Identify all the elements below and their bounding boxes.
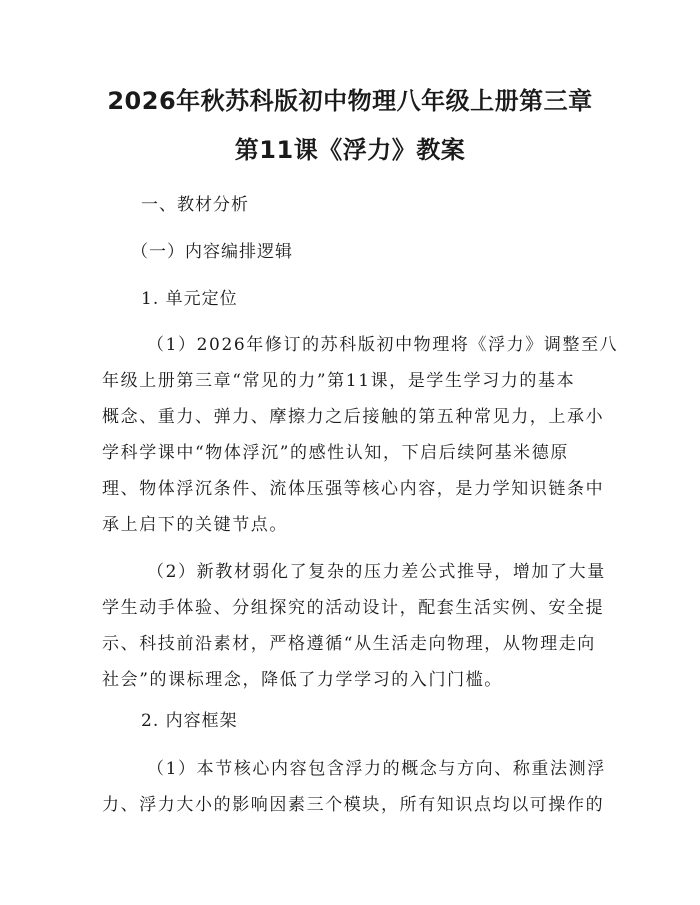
item-heading-unit-position: 1. 单元定位 — [141, 289, 238, 309]
item-heading-content-framework: 2. 内容框架 — [141, 711, 238, 731]
paragraph-line: 学科学课中“物体浮沉”的感性认知，下启后续阿基米德原 — [102, 443, 569, 463]
paragraph-line: 承上启下的关键节点。 — [102, 515, 288, 535]
paragraph-line: （1）本节核心内容包含浮力的概念与方向、称重法测浮 — [147, 759, 606, 779]
paragraph-line: 理、物体浮沉条件、流体压强等核心内容，是力学知识链条中 — [102, 479, 605, 499]
section-heading-textbook-analysis: 一、教材分析 — [141, 195, 249, 215]
paragraph-line: 概念、重力、弹力、摩擦力之后接触的第五种常见力，上承小 — [102, 407, 605, 427]
paragraph-line: （1）2026年修订的苏科版初中物理将《浮力》调整至八 — [147, 335, 619, 355]
document-title-line-1: 2026年秋苏科版初中物理八年级上册第三章 — [107, 87, 593, 115]
paragraph-line: 学生动手体验、分组探究的活动设计，配套生活实例、安全提 — [102, 598, 605, 618]
paragraph-line: 社会”的课标理念，降低了力学学习的入门门槛。 — [102, 670, 503, 690]
subsection-heading-content-logic: （一）内容编排逻辑 — [131, 242, 293, 262]
paragraph-unit-position-1 — [102, 333, 619, 549]
paragraph-line: （2）新教材弱化了复杂的压力差公式推导，增加了大量 — [147, 562, 606, 582]
paragraph-line: 示、科技前沿素材，严格遵循“从生活走向物理，从物理走向 — [102, 634, 596, 654]
paragraph-content-framework-1 — [102, 757, 606, 829]
paragraph-line: 力、浮力大小的影响因素三个模块，所有知识点均以可操作的 — [102, 795, 605, 815]
paragraph-unit-position-2 — [102, 560, 606, 704]
paragraph-line: 年级上册第三章“常见的力”第11课，是学生学习力的基本 — [102, 371, 576, 391]
document-title-line-2: 第11课《浮力》教案 — [234, 136, 466, 164]
